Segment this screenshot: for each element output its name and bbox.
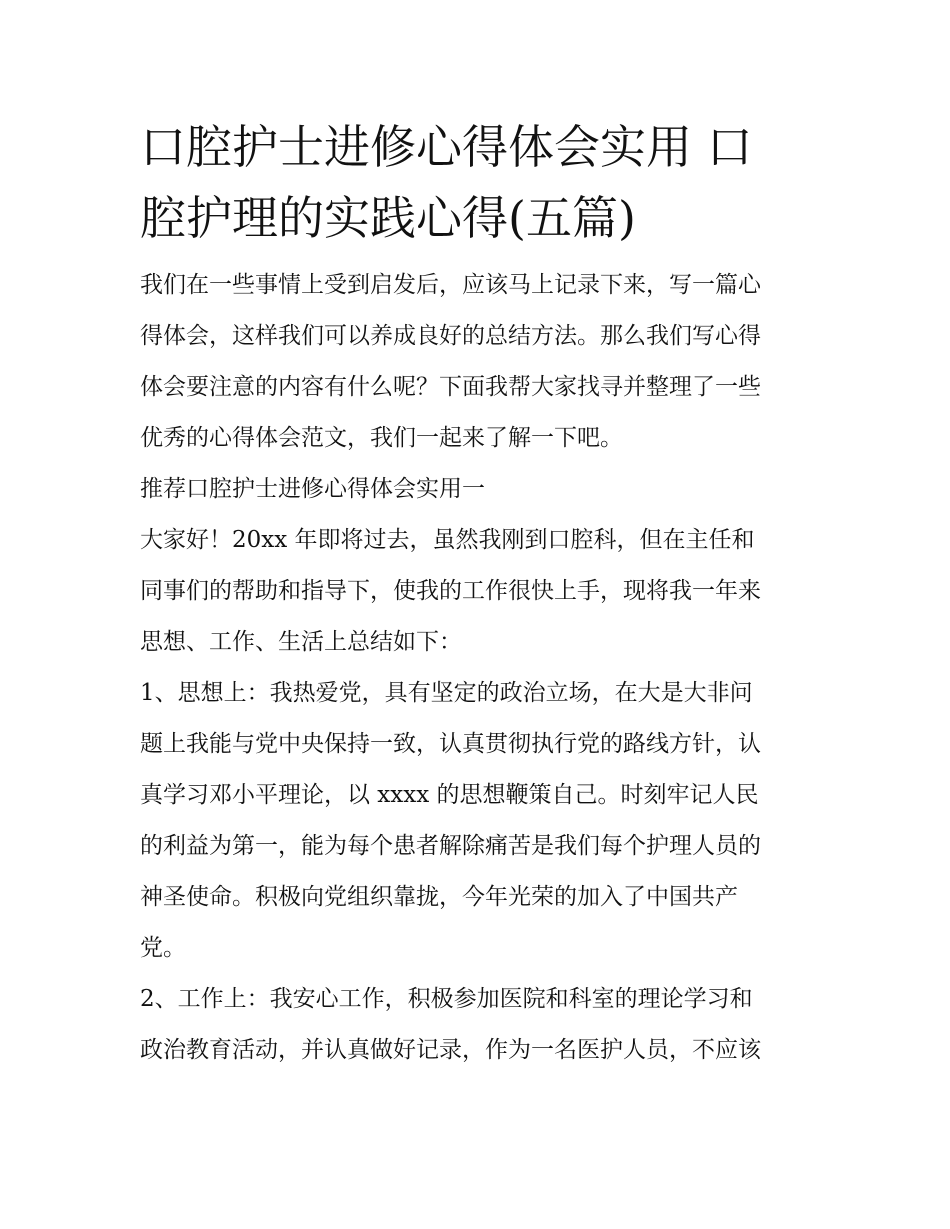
text-line: 神圣使命。积极向党组织靠拢，今年光荣的加入了中国共产 [140, 884, 738, 910]
text-line: 我们在一些事情上受到启发后，应该马上记录下来，写一篇心 [140, 272, 761, 298]
text-line: 同事们的帮助和指导下，使我的工作很快上手，现将我一年来 [140, 578, 761, 604]
document-content [140, 112, 820, 1076]
text-line: 2、工作上：我安心工作，积极参加医院和科室的理论学习和 [140, 986, 753, 1012]
document-title [140, 112, 820, 254]
greeting-paragraph [140, 515, 820, 668]
text-line: 大家好！20xx 年即将过去，虽然我刚到口腔科，但在主任和 [140, 527, 755, 553]
section-heading [140, 464, 820, 515]
text-line: 思想、工作、生活上总结如下： [140, 629, 462, 655]
text-line: 的利益为第一，能为每个患者解除痛苦是我们每个护理人员的 [140, 833, 761, 859]
text-line: 题上我能与党中央保持一致，认真贯彻执行党的路线方针，认 [140, 731, 761, 757]
title-line: 腔护理的实践心得(五篇) [140, 191, 636, 245]
work-paragraph [140, 974, 820, 1076]
text-line: 1、思想上：我热爱党，具有坚定的政治立场，在大是大非问 [140, 680, 753, 706]
text-line: 推荐口腔护士进修心得体会实用一 [140, 476, 485, 502]
text-line: 优秀的心得体会范文，我们一起来了解一下吧。 [140, 425, 623, 451]
text-line: 党。 [140, 935, 186, 961]
text-line: 得体会，这样我们可以养成良好的总结方法。那么我们写心得 [140, 323, 761, 349]
thought-paragraph [140, 668, 820, 974]
title-line: 口腔护士进修心得体会实用 口 [140, 120, 753, 174]
text-line: 政治教育活动，并认真做好记录，作为一名医护人员，不应该 [140, 1037, 761, 1063]
intro-paragraph [140, 260, 820, 464]
text-line: 体会要注意的内容有什么呢？下面我帮大家找寻并整理了一些 [140, 374, 761, 400]
text-line: 真学习邓小平理论，以 xxxx 的思想鞭策自己。时刻牢记人民 [140, 782, 759, 808]
